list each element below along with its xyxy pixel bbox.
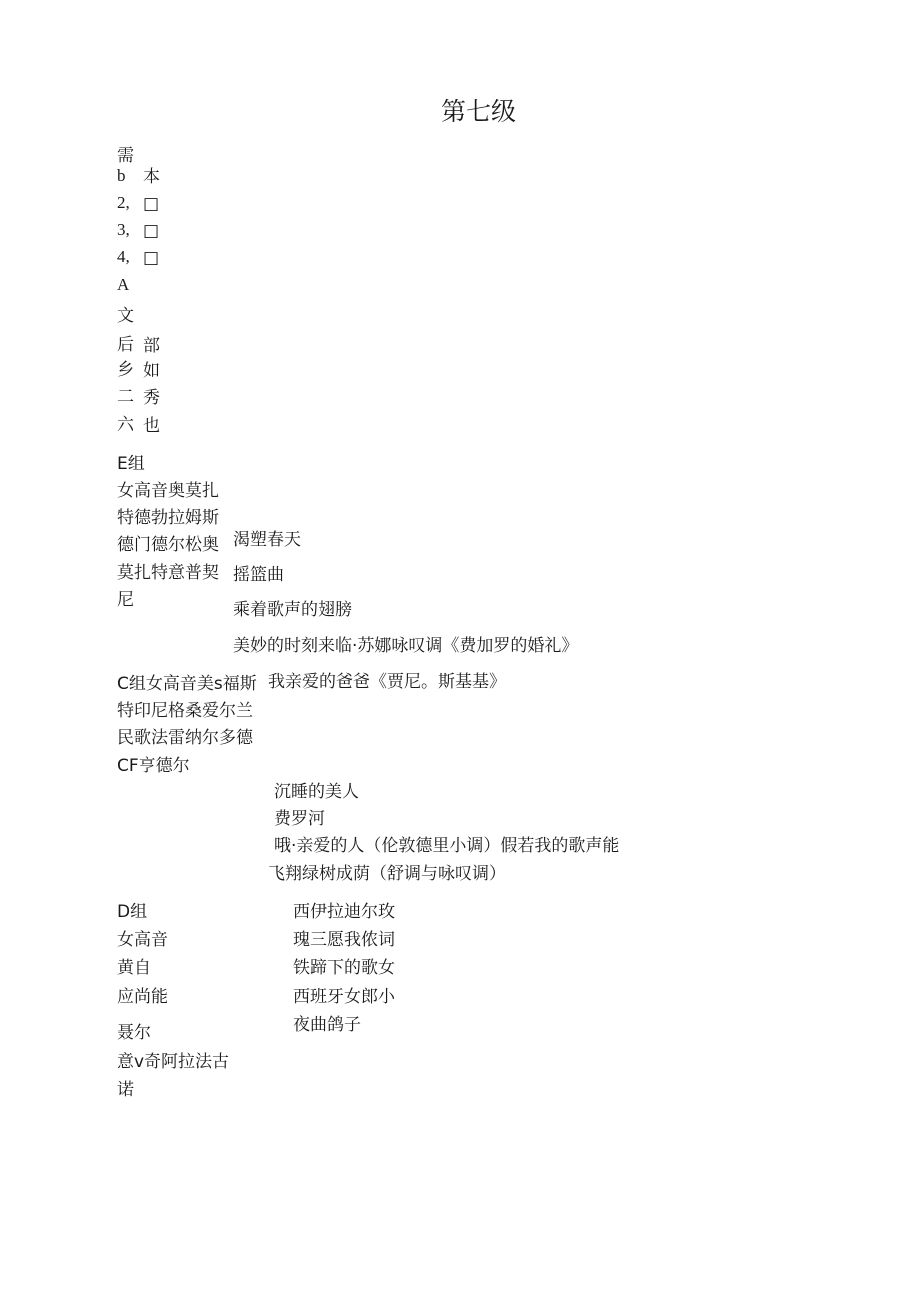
- group-d-song: 夜曲鸽子: [293, 1015, 361, 1035]
- group-e-line: 德门德尔松奥: [117, 535, 219, 555]
- group-e-song: 摇篮曲: [233, 565, 284, 585]
- group-e-song: 美妙的时刻来临·苏娜咏叹调《费加罗的婚礼》: [233, 636, 579, 656]
- group-c-song: 沉睡的美人: [274, 782, 359, 802]
- group-d-line: 意v奇阿拉法古: [117, 1052, 230, 1072]
- group-e-song: 渴塑春天: [233, 530, 301, 550]
- group-e-line: 特德勃拉姆斯: [117, 508, 219, 528]
- truncated-char: 4,: [117, 247, 130, 266]
- group-d-heading: D组: [117, 902, 148, 922]
- group-d-song: 铁蹄下的歌女: [293, 958, 395, 978]
- truncated-char: 后: [117, 335, 134, 355]
- group-d-line: 诺: [117, 1080, 134, 1100]
- group-e-line: 尼: [117, 590, 134, 610]
- group-c-line: 特印尼格桑爱尔兰: [117, 701, 253, 721]
- group-e-song: 乘着歌声的翅膀: [233, 600, 352, 620]
- truncated-char: 秀: [143, 388, 160, 408]
- group-c-line: CF亨德尔: [117, 756, 190, 776]
- truncated-char: □: [143, 194, 160, 214]
- group-d-line: 应尚能: [117, 987, 168, 1007]
- group-d-song: 瑰三愿我侬词: [293, 930, 395, 950]
- group-e-line: 莫扎特意普契: [117, 563, 219, 583]
- truncated-char: 部: [143, 336, 160, 356]
- truncated-char: 需: [117, 146, 134, 166]
- truncated-char: 文: [117, 306, 134, 326]
- group-c-line: C组女高音美s福斯: [117, 674, 257, 694]
- group-c-song: 我亲爱的爸爸《贾尼。斯基基》: [268, 672, 506, 692]
- truncated-char: 如: [143, 361, 160, 381]
- truncated-char: □: [143, 221, 160, 241]
- page-title: 第七级: [441, 97, 517, 126]
- truncated-char: b: [117, 166, 126, 185]
- truncated-char: 本: [143, 167, 160, 187]
- group-d-line: 聂尔: [117, 1023, 151, 1043]
- group-d-line: 黄自: [117, 958, 151, 978]
- truncated-char: 3,: [117, 220, 130, 239]
- truncated-char: 二: [117, 387, 134, 407]
- group-e-heading: E组: [117, 454, 145, 474]
- truncated-char: 2,: [117, 193, 130, 212]
- group-c-song: 飞翔绿树成荫（舒调与咏叹调）: [268, 864, 506, 884]
- truncated-char: 乡: [117, 360, 134, 380]
- truncated-char: 六: [117, 415, 134, 435]
- truncated-char: A: [117, 275, 130, 294]
- truncated-char: □: [143, 248, 160, 268]
- group-c-line: 民歌法雷纳尔多德: [117, 728, 253, 748]
- group-d-line: 女高音: [117, 930, 168, 950]
- group-c-song: 哦·亲爱的人（伦敦德里小调）假若我的歌声能: [274, 836, 620, 856]
- group-c-song: 费罗河: [274, 809, 325, 829]
- group-e-line: 女高音奥莫扎: [117, 481, 219, 501]
- group-d-song: 西班牙女郎小: [293, 987, 395, 1007]
- truncated-char: 也: [143, 416, 160, 436]
- group-d-song: 西伊拉迪尔玫: [293, 902, 395, 922]
